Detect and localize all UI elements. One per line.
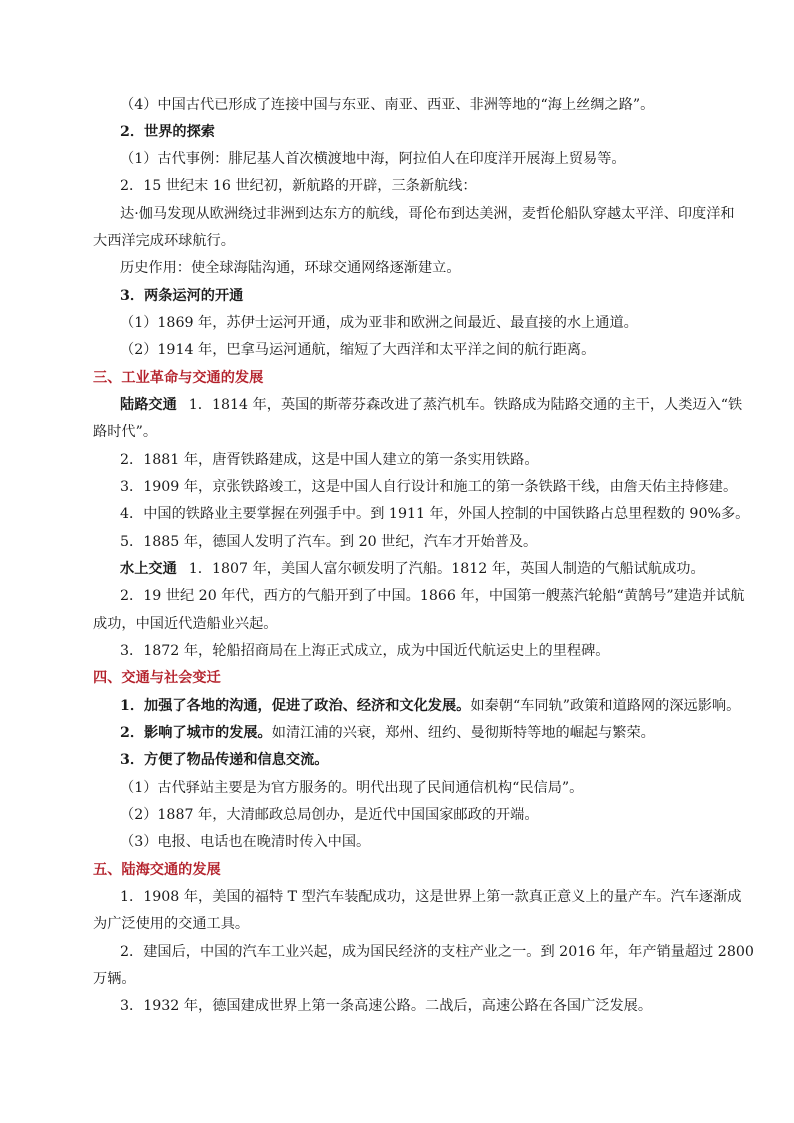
paragraph-text: 如秦朝“车同轨”政策和道路网的深远影响。: [470, 698, 741, 714]
paragraph-line: （1）古代事例：腓尼基人首次横渡地中海，阿拉伯人在印度洋开展海上贸易等。: [120, 151, 626, 167]
paragraph-line: 达·伽马发现从欧洲绕过非洲到达东方的航线，哥伦布到达美洲，麦哲伦船队穿越太平洋、印度洋和: [120, 206, 735, 222]
paragraph-line: （1）古代驿站主要是为官方服务的。明代出现了民间通信机构“民信局”。: [120, 780, 584, 796]
section-subheading: 2．世界的探索: [120, 124, 215, 140]
paragraph-line: 大西洋完成环球航行。: [93, 233, 235, 249]
point-heading: 2．影响了城市的发展。: [120, 725, 272, 741]
topic-label: 水上交通: [120, 561, 177, 577]
section-heading: 五、陆海交通的发展: [93, 862, 221, 878]
section-heading: 三、工业革命与交通的发展: [93, 370, 264, 386]
paragraph-line: （1）1869 年，苏伊士运河开通，成为亚非和欧洲之间最近、最直接的水上通道。: [120, 315, 638, 331]
paragraph-line: 2．19 世纪 20 年代，西方的气船开到了中国。1866 年，中国第一艘蒸汽轮船“黄鹄号”建造并试航: [120, 588, 745, 604]
paragraph-line: 3．1872 年，轮船招商局在上海正式成立，成为中国近代航运史上的里程碑。: [120, 643, 610, 659]
paragraph-line: 历史作用：使全球海陆沟通，环球交通网络逐渐建立。: [120, 260, 461, 276]
paragraph-line: （4）中国古代已形成了连接中国与东亚、南亚、西亚、非洲等地的“海上丝绸之路”。: [120, 97, 655, 113]
paragraph-line: （2）1887 年，大清邮政总局创办，是近代中国国家邮政的开端。: [120, 807, 539, 823]
section-subheading: 3．两条运河的开通: [120, 288, 244, 304]
paragraph-text: 1．1807 年，美国人富尔顿发明了汽船。1812 年，英国人制造的气船试航成功。: [188, 561, 705, 577]
paragraph-line: （2）1914 年，巴拿马运河通航，缩短了大西洋和太平洋之间的航行距离。: [120, 342, 596, 358]
paragraph-line: 5．1885 年，德国人发明了汽车。到 20 世纪，汽车才开始普及。: [120, 534, 538, 550]
paragraph-line: [120, 724, 655, 742]
point-heading: 3．方便了物品传递和信息交流。: [120, 752, 329, 768]
paragraph-text: 1．1814 年，英国的斯蒂芬森改进了蒸汽机车。铁路成为陆路交通的主干，人类迈入“铁: [188, 397, 743, 413]
topic-label: 陆路交通: [120, 397, 177, 413]
paragraph-line: 4．中国的铁路业主要掌握在列强手中。到 1911 年，外国人控制的中国铁路占总里程数的 90%多。: [120, 506, 750, 522]
paragraph-line: （3）电报、电话也在晚清时传入中国。: [120, 834, 371, 850]
paragraph-line: 3．1909 年，京张铁路竣工，这是中国人自行设计和施工的第一条铁路干线，由詹天佑主持修建。: [120, 479, 738, 495]
paragraph-line: 为广泛使用的交通工具。: [93, 916, 250, 932]
section-heading: 四、交通与社会变迁: [93, 670, 221, 686]
paragraph-line: 2．15 世纪末 16 世纪初，新航路的开辟，三条新航线：: [120, 178, 477, 194]
paragraph-line: 2．建国后，中国的汽车工业兴起，成为国民经济的支柱产业之一。到 2016 年，年产销量超过 2800: [120, 944, 754, 960]
paragraph-line: 万辆。: [93, 971, 136, 987]
paragraph-line: 2．1881 年，唐胥铁路建成，这是中国人建立的第一条实用铁路。: [120, 452, 539, 468]
paragraph-line: 1．1908 年，美国的福特 T 型汽车装配成功，这是世界上第一款真正意义上的量产车。汽车逐渐成: [120, 889, 742, 905]
paragraph-text: 如清江浦的兴衰，郑州、纽约、曼彻斯特等地的崛起与繁荣。: [271, 725, 655, 741]
paragraph-line: [120, 396, 742, 414]
paragraph-line: 成功，中国近代造船业兴起。: [93, 616, 278, 632]
paragraph-line: 路时代”。: [93, 424, 158, 440]
paragraph-line: [120, 560, 705, 578]
point-heading: 1．加强了各地的沟通，促进了政治、经济和文化发展。: [120, 698, 471, 714]
paragraph-line: 3．1932 年，德国建成世界上第一条高速公路。二战后，高速公路在各国广泛发展。: [120, 998, 653, 1014]
paragraph-line: [120, 697, 740, 715]
